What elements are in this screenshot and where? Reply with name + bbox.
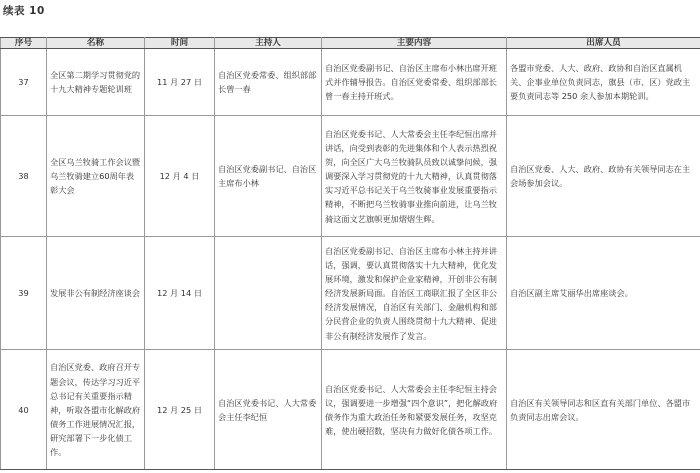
table-caption: 续表 10 bbox=[3, 5, 45, 17]
cell-date: 12 月 4 日 bbox=[145, 116, 215, 237]
cell-no: 39 bbox=[1, 237, 47, 350]
cell-name: 自治区党委、政府召开专题会议，传达学习习近平总书记有关重要指示精神，听取各盟市化解政府债务工作进展情况汇报，研究部署下一步化债工作。 bbox=[47, 350, 145, 470]
cell-name: 发展非公有制经济座谈会 bbox=[47, 237, 145, 350]
meeting-table bbox=[0, 37, 700, 470]
cell-content: 自治区党委书记、人大常委会主任李纪恒主持会议，强调要进一步增强“四个意识”，把化解政府债务作为重大政治任务和紧要发展任务，攻坚克难，使出硬招数，坚决有力做好化债各项工作。 bbox=[322, 350, 507, 470]
cell-date: 11 月 27 日 bbox=[145, 49, 215, 116]
cell-host: 自治区党委副书记、自治区主席布小林 bbox=[215, 116, 322, 237]
header-date: 时间 bbox=[145, 38, 215, 49]
table-row bbox=[1, 350, 700, 470]
header-host: 主持人 bbox=[215, 38, 322, 49]
cell-content: 自治区党委书记、人大常委会主任李纪恒出席并讲话，向受到表彰的先进集体和个人表示热烈祝贺，向全区广大乌兰牧骑队员致以诚挚问候，强调要深入学习贯彻党的十九大精神，认真贯彻落实习近平总书记关于乌兰牧骑事业发展重要指示精神，不断把乌兰牧骑事业推向前进，让乌兰牧骑这面文艺旗帜更加熠熠生辉。 bbox=[322, 116, 507, 237]
header-content: 主要内容 bbox=[322, 38, 507, 49]
cell-attendees: 各盟市党委、人大、政府、政协和自治区直属机关、企事业单位负责同志，旗县（市、区）党政主要负责同志等 250 余人参加本期轮训。 bbox=[507, 49, 700, 116]
cell-content: 自治区党委副书记、自治区主席布小林出席开班式并作辅导报告。自治区党委常委、组织部部长曾一春主持开班式。 bbox=[322, 49, 507, 116]
cell-name: 全区乌兰牧骑工作会议暨乌兰牧骑建立60周年表彰大会 bbox=[47, 116, 145, 237]
table-row bbox=[1, 116, 700, 237]
cell-no: 37 bbox=[1, 49, 47, 116]
table-row bbox=[1, 237, 700, 350]
cell-name: 全区第二期学习贯彻党的十九大精神专题轮训班 bbox=[47, 49, 145, 116]
cell-attendees: 自治区副主席艾丽华出席座谈会。 bbox=[507, 237, 700, 350]
header-attendees: 出席人员 bbox=[507, 38, 700, 49]
cell-content: 自治区党委副书记、自治区主席布小林主持并讲话，强调，要认真贯彻落实十九大精神，优化发展环境，激发和保护企业家精神，开创非公有制经济发展新局面。自治区工商联汇报了全区非公经济发展情况，自治区有关部门、金融机构和部分民营企业的负责人围绕贯彻十九大精神、促进非公有制经济发展作了发言。 bbox=[322, 237, 507, 350]
cell-date: 12 月 14 日 bbox=[145, 237, 215, 350]
header-no: 序号 bbox=[1, 38, 47, 49]
cell-attendees: 自治区党委、人大、政府、政协有关领导同志在主会场参加会议。 bbox=[507, 116, 700, 237]
cell-no: 38 bbox=[1, 116, 47, 237]
table-header-row bbox=[1, 38, 700, 49]
cell-attendees: 自治区有关领导同志和区直有关部门单位、各盟市负责同志出席会议。 bbox=[507, 350, 700, 470]
table-row bbox=[1, 49, 700, 116]
cell-no: 40 bbox=[1, 350, 47, 470]
header-name: 名称 bbox=[47, 38, 145, 49]
cell-host: 自治区党委书记、人大常委会主任李纪恒 bbox=[215, 350, 322, 470]
cell-host: 自治区党委常委、组织部部长曾一春 bbox=[215, 49, 322, 116]
cell-host bbox=[215, 237, 322, 350]
cell-date: 12 月 25 日 bbox=[145, 350, 215, 470]
